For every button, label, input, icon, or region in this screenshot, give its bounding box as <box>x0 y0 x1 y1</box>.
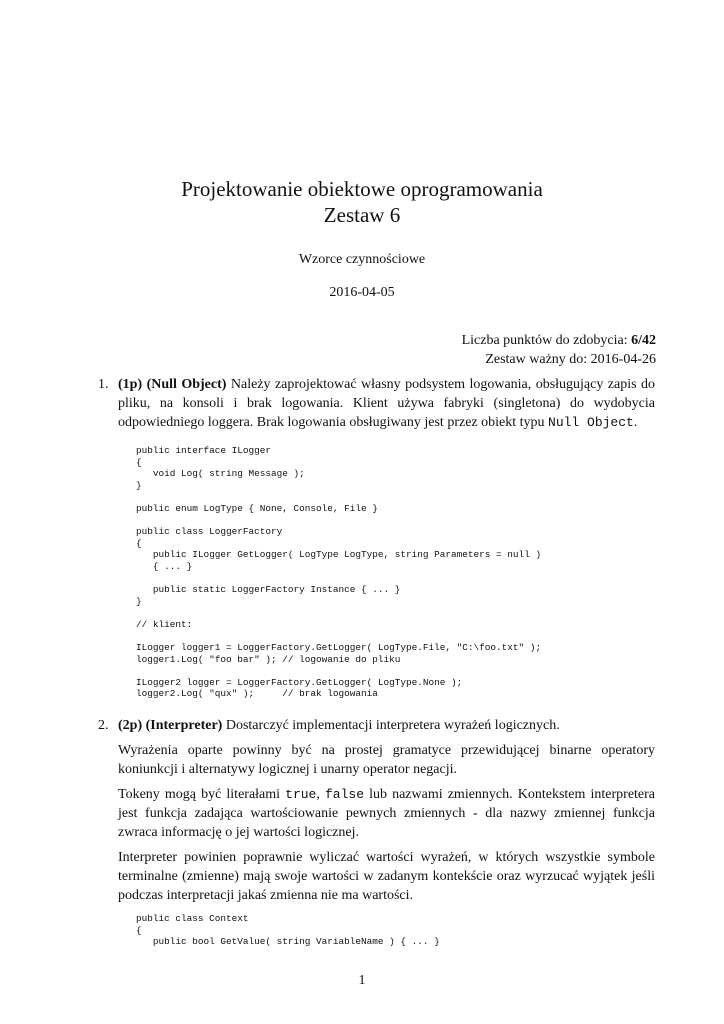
document-date: 2016-04-05 <box>329 285 395 300</box>
valid-until-line: Zestaw ważny do: 2016-04-26 <box>485 352 656 367</box>
text-span: lub nazwami zmiennych. Kontekstem interpretera jest funkcja zadająca wartościowanie pewnych zmiennych - dla nazwy zmiennej funkcja zwraca informację o jej wartości logicznej. <box>118 787 656 840</box>
task-name: (Null Object) <box>146 377 227 392</box>
task-2 <box>98 716 656 905</box>
text-span: , <box>316 787 325 802</box>
task-points: (2p) <box>118 718 143 733</box>
task-number: 1. <box>98 377 109 392</box>
task-points: (1p) <box>118 377 143 392</box>
points-value: 6/42 <box>631 333 656 348</box>
document-set-number: Zestaw 6 <box>323 203 401 227</box>
points-label: Liczba punktów do zdobycia: <box>461 333 632 348</box>
paragraph: Interpreter powinien poprawnie wyliczać wartości wyrażeń, w których wszystkie symbole terminalne (zmienne) mają swoje wartości w zadanym kontekście oraz wyrzucać wyjątek jeśli podczas interpretacji jakaś zmienna nie ma wartości. <box>118 850 655 903</box>
text-span: Tokeny mogą być literałami <box>118 787 286 802</box>
code-listing-task-1: public interface ILogger { void Log( string Message ); } public enum LogType { None, Console, File } public class LoggerFactory { public ILogger GetLogger( LogType LogType, string Parameters = null ) { ... } public static LoggerFactory Instance { ... } } // klient: ILogger logger1 = LoggerFactory.GetLogger( LogType.File, "C:\foo.txt" ); logger1.Log( "foo bar" ); // logowanie do pliku ILogger2 logger = LoggerFactory.GetLogger( LogType.None ); logger2.Log( "qux" ); // brak logowania <box>136 445 542 700</box>
page-number: 1 <box>358 973 366 988</box>
task-1 <box>98 375 655 432</box>
paragraph: Wyrażenia oparte powinny być na prostej gramatyce przewidującej binarne operatory koniunkcji i alternatywy logicznej i unarny operator negacji. <box>118 743 655 777</box>
document-title: Projektowanie obiektowe oprogramowania <box>181 177 543 201</box>
inline-code-false: false <box>324 787 364 802</box>
task-text-end: . <box>633 415 638 430</box>
info-block <box>462 331 656 369</box>
points-line <box>462 331 656 350</box>
task-description <box>118 716 655 735</box>
task-description <box>118 375 655 432</box>
paragraph <box>118 785 655 842</box>
code-listing-task-2: public class Context { public bool GetValue( string VariableName ) { ... } <box>136 913 440 948</box>
task-text: Należy zaprojektować własny podsystem logowania, obsługujący zapis do pliku, na konsoli i brak logowania. Klient używa fabryki (singletona) do wydobycia odpowiedniego loggera. Brak logowania obsługiwany jest przez obiekt typu <box>118 377 655 430</box>
inline-code: Null Object <box>548 415 634 430</box>
task-text: Dostarczyć implementacji interpretera wyrażeń logicznych. <box>222 718 560 733</box>
task-name: (Interpreter) <box>145 718 223 733</box>
inline-code-true: true <box>285 787 317 802</box>
task-number: 2. <box>98 718 109 733</box>
title-block <box>0 176 724 301</box>
document-subtitle: Wzorce czynnościowe <box>298 252 426 267</box>
